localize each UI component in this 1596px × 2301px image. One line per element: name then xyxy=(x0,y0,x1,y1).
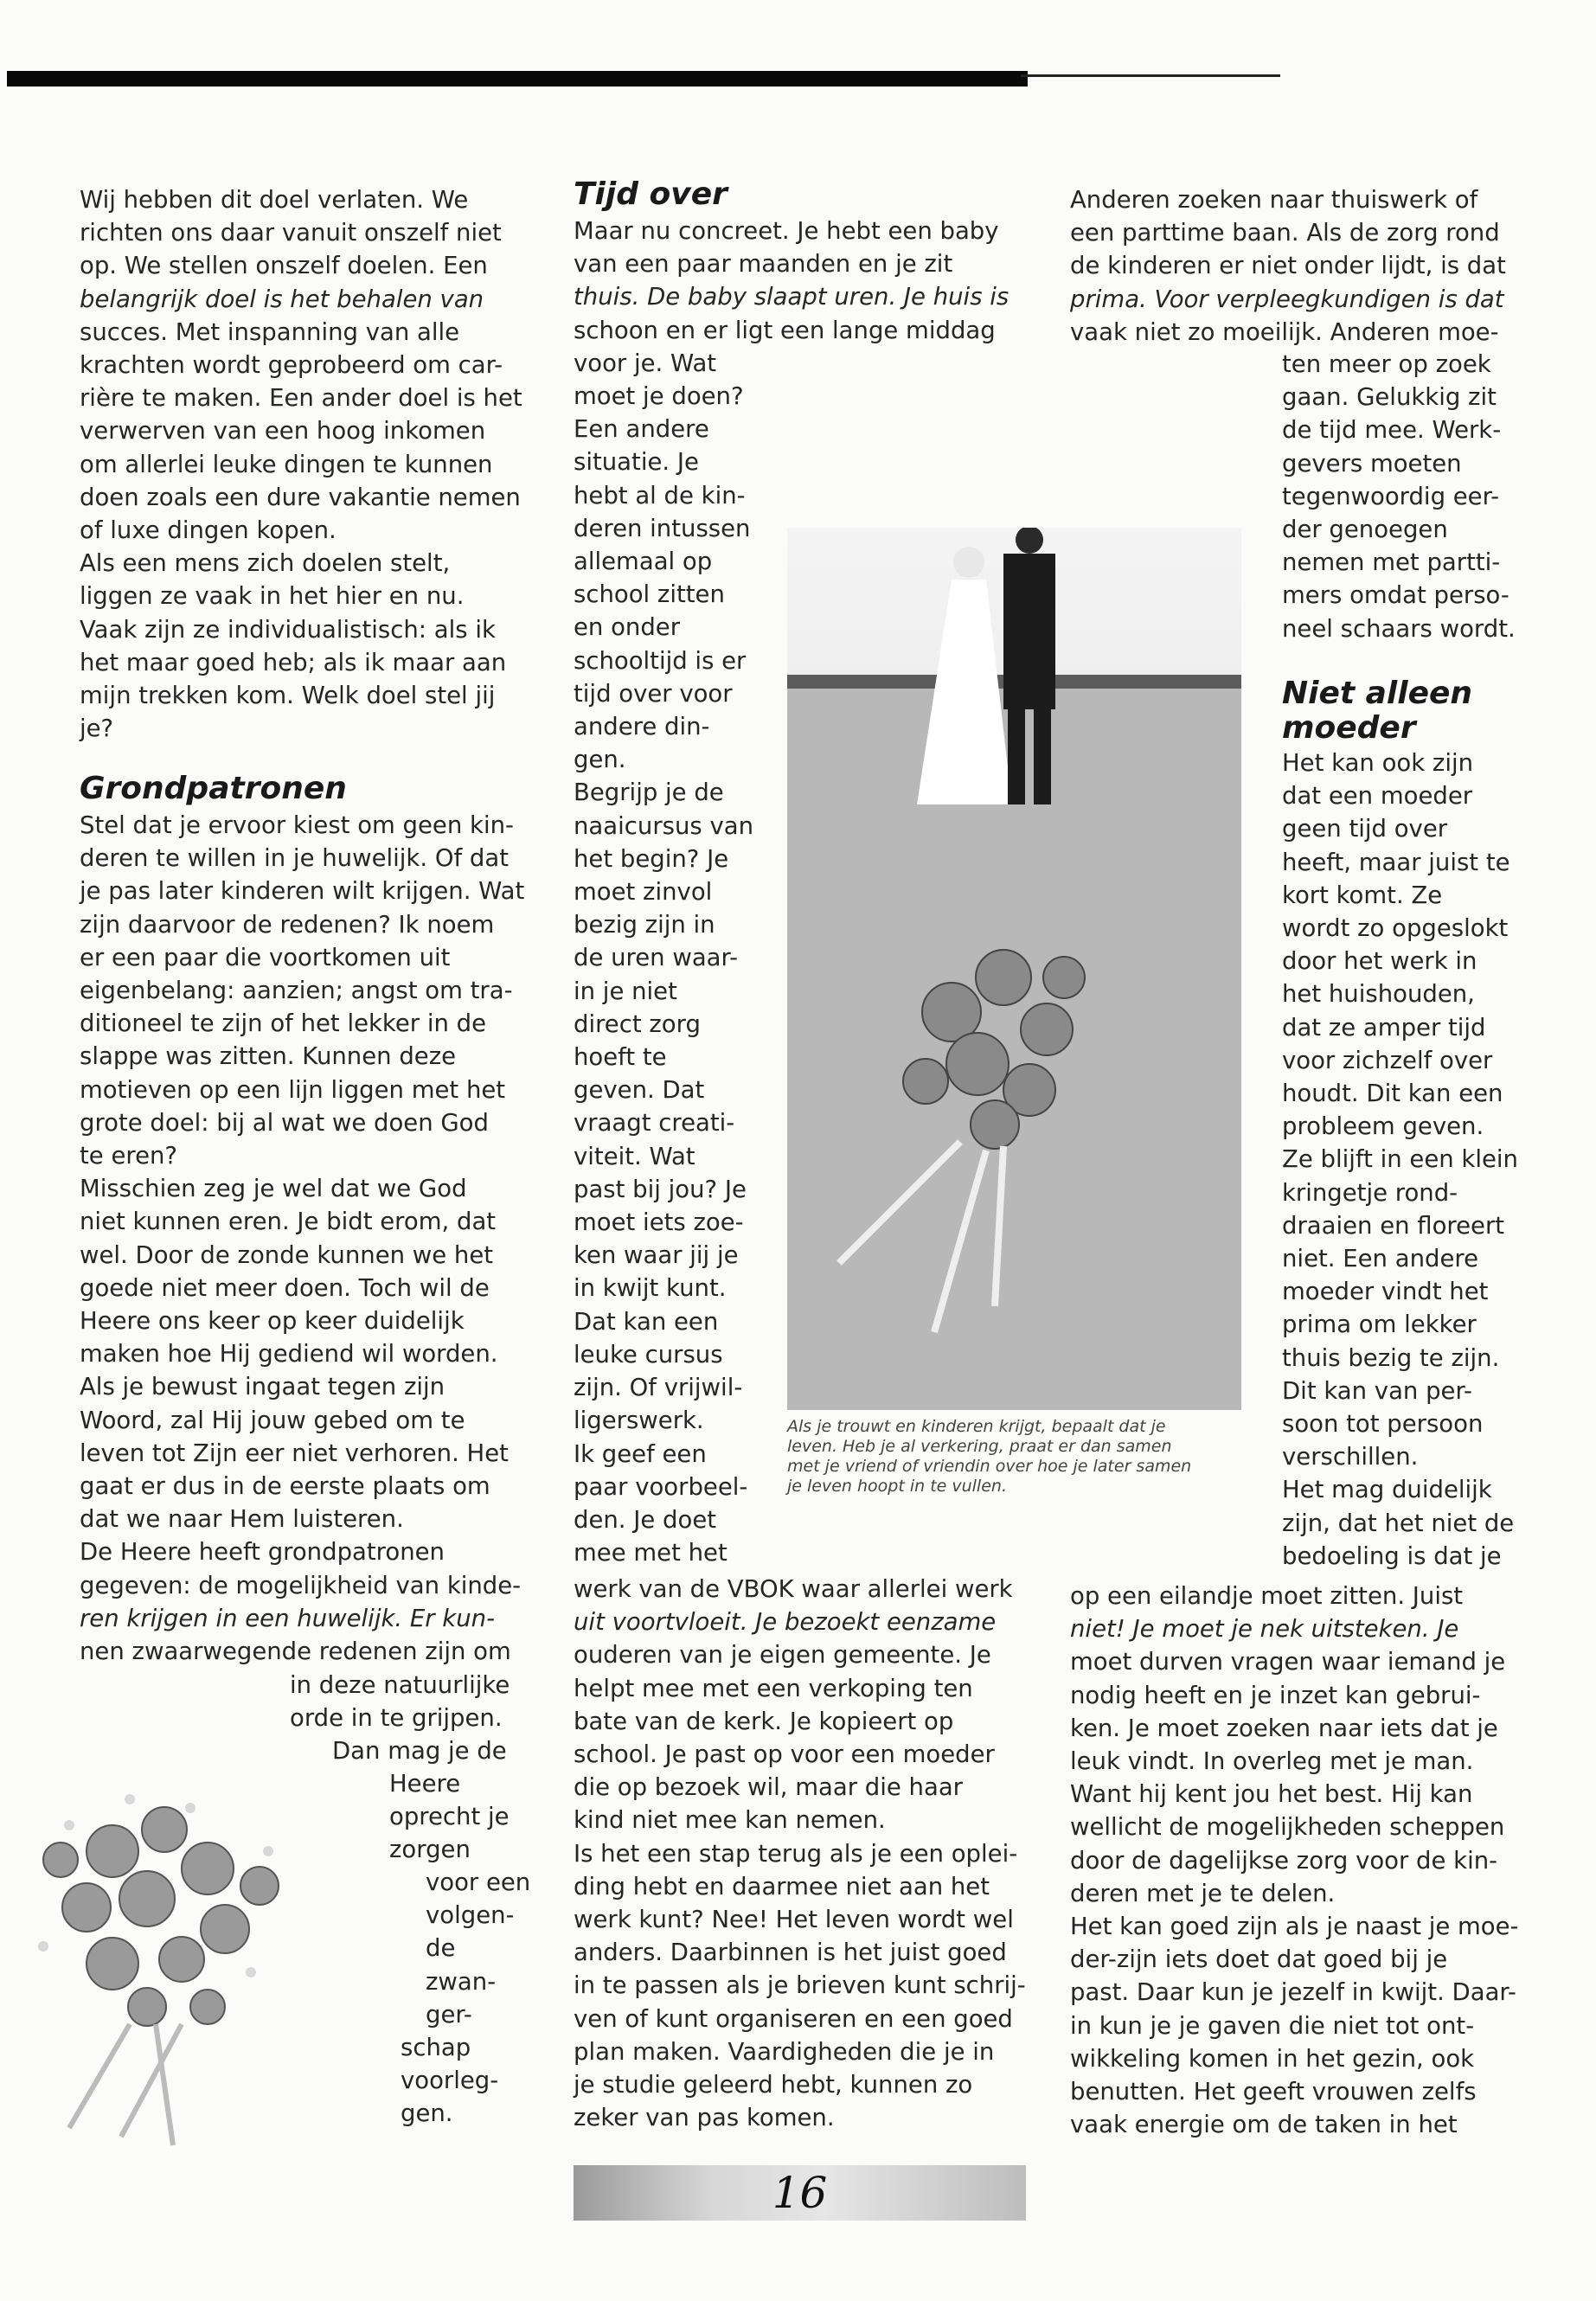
groom-leg-left xyxy=(1008,701,1025,804)
column-2-intro: Maar nu concreet. Je hebt een baby van een paar maanden en je zit thuis. De baby slaapt uren. Je huis is schoon en er ligt een lange middag voor je. Wat xyxy=(574,217,1010,377)
column-1-wrap-b: Dan mag je de xyxy=(332,1737,507,1765)
photo-caption: Als je trouwt en kinderen krijgt, bepaalt dat je leven. Heb je al verkering, praat er dan samen met je vriend of vriendin over hoe je later samen je leven hoopt in te vullen. xyxy=(787,1417,1192,1496)
column-1-wrap-d: voor een volgen- de zwan- ger- xyxy=(426,1868,531,2029)
column-1-intro: Wij hebben dit doel verlaten. We richten ons daar vanuit onszelf niet op. We stellen onszelf doelen. Een belangrijk doel is het behalen van succes. Met inspanning van alle krachten wordt geprobeerd om car- rière te maken. Een ander doel is het verwerven van een hoog inkomen om allerlei leuke dingen te kunnen doen zoals een dure vakantie nemen of luxe dingen kopen. Als een mens zich doelen stelt, liggen ze vaak in het hier en nu. Vaak zijn ze individualistisch: als ik het maar goed heb; als ik maar aan mijn trekken kom. Welk doel stel jij je? xyxy=(80,186,522,743)
top-rule-thin xyxy=(1021,74,1280,77)
heading-grondpatronen: Grondpatronen xyxy=(80,771,347,806)
column-1-wrap-e: schap voorleg- gen. xyxy=(401,2034,499,2128)
heading-tijd-over: Tijd over xyxy=(574,176,727,212)
groom-body xyxy=(1003,554,1055,709)
groom-head xyxy=(1016,528,1043,554)
wedding-photo-drawing xyxy=(787,528,1241,1410)
column-3-intro: Anderen zoeken naar thuiswerk of een parttime baan. Als de zorg rond de kinderen er niet onder lijdt, is dat prima. Voor verpleegkundigen is dat vaak niet zo moeilijk. Anderen moe- xyxy=(1070,186,1506,346)
bouquet-illustration xyxy=(9,1747,372,2154)
column-3-narrow-1: ten meer op zoek gaan. Gelukkig zit de tijd mee. Werk- gevers moeten tegenwoordig eer- der genoegen nemen met partti- mers omdat perso- neel schaars wordt. xyxy=(1282,350,1516,643)
bouquet-flowers xyxy=(43,1807,279,2026)
column-3-narrow-2: Het kan ook zijn dat een moeder geen tijd over heeft, maar juist te kort komt. Ze wordt zo opgeslokt door het werk in het huishouden, dat ze amper tijd voor zichzelf over houdt. Dit kan een probleem geven. Ze blijft in een klein kringetje rond- draaien en floreert niet. Een andere moeder vindt het prima om lekker thuis bezig te zijn. Dit kan van per- soon tot persoon verschillen. Het mag duidelijk zijn, dat het niet de bedoeling is dat je xyxy=(1282,749,1518,1570)
column-1-wrap-c: Heere oprecht je zorgen xyxy=(389,1770,510,1864)
wedding-photo xyxy=(787,528,1241,1410)
groom-leg-right xyxy=(1034,701,1051,804)
column-1-body: Stel dat je ervoor kiest om geen kin- deren te willen in je huwelijk. Of dat je pas later kinderen wilt krijgen. Wat zijn daarvoor de redenen? Ik noem er een paar die voortkomen uit eigenbelang: aanzien; angst om tra- ditioneel te zijn of het lekker in de slappe was zitten. Kunnen deze motieven op een lijn liggen met het grote doel: bij al wat we doen God te eren? Misschien zeg je wel dat we God niet kunnen eren. Je bidt erom, dat wel. Door de zonde kunnen we het goede niet meer doen. Toch wil de Heere ons keer op keer duidelijk maken hoe Hij gediend wil worden. Als je bewust ingaat tegen zijn Woord, zal Hij jouw gebed om te leven tot Zijn eer niet verhoren. Het gaat er dus in de eerste plaats om dat we naar Hem luisteren. De Heere heeft grondpatronen gegeven: de mogelijkheid van kinde- ren krijgen in een huwelijk. Er kun- nen zwaarwegende redenen zijn om xyxy=(80,811,525,1666)
column-2-narrow: moet je doen? Een andere situatie. Je hebt al de kin- deren intussen allemaal op school zitten en onder schooltijd is er tijd over voor andere din- gen. Begrijp je de naaicursus van het begin? Je moet zinvol bezig zijn in de uren waar- in je niet direct zorg hoeft te geven. Dat vraagt creati- viteit. Wat past bij jou? Je moet iets zoe- ken waar jij je in kwijt kunt. Dat kan een leuke cursus zijn. Of vrijwil- ligerswerk. Ik geef een paar voorbeel- den. Je doet mee met het xyxy=(574,382,754,1567)
page-number: 16 xyxy=(772,2168,828,2218)
bride-head xyxy=(953,547,984,578)
column-2-body: werk van de VBOK waar allerlei werk uit voortvloeit. Je bezoekt eenzame ouderen van je eigen gemeente. Je helpt mee met een verkoping ten bate van de kerk. Je kopieert op school. Je past op voor een moeder die op bezoek wil, maar die haar kind niet mee kan nemen. Is het een stap terug als je een oplei- ding hebt en daarmee niet aan het werk kunt? Nee! Het leven wordt wel anders. Daarbinnen is het juist goed in te passen als je brieven kunt schrij- ven of kunt organiseren en een goed plan maken. Vaardigheden die je in je studie geleerd hebt, kunnen zo zeker van pas komen. xyxy=(574,1575,1026,2132)
top-rule xyxy=(7,71,1028,87)
column-1-wrap-a: in deze natuurlijke orde in te grijpen. xyxy=(290,1671,510,1733)
bouquet-ribbon xyxy=(69,2024,182,2145)
column-3-body: op een eilandje moet zitten. Juist niet! Je moet je nek uitsteken. Je moet durven vragen waar iemand je nodig heeft en je inzet kan gebrui- ken. Je moet zoeken naar iets dat je leuk vindt. In overleg met je man. Want hij kent jou het best. Hij kan wellicht de mogelijkheden scheppen door de dagelijkse zorg voor de kin- deren met je te delen. Het kan goed zijn als je naast je moe- der-zijn iets doet dat goed bij je past. Daar kun je jezelf in kwijt. Daar- in kun je je gaven die niet tot ont- wikkeling komen in het gezin, ook benutten. Het geeft vrouwen zelfs vaak energie om de taken in het xyxy=(1070,1582,1519,2139)
heading-niet-alleen-moeder: Niet alleen moeder xyxy=(1282,676,1473,746)
